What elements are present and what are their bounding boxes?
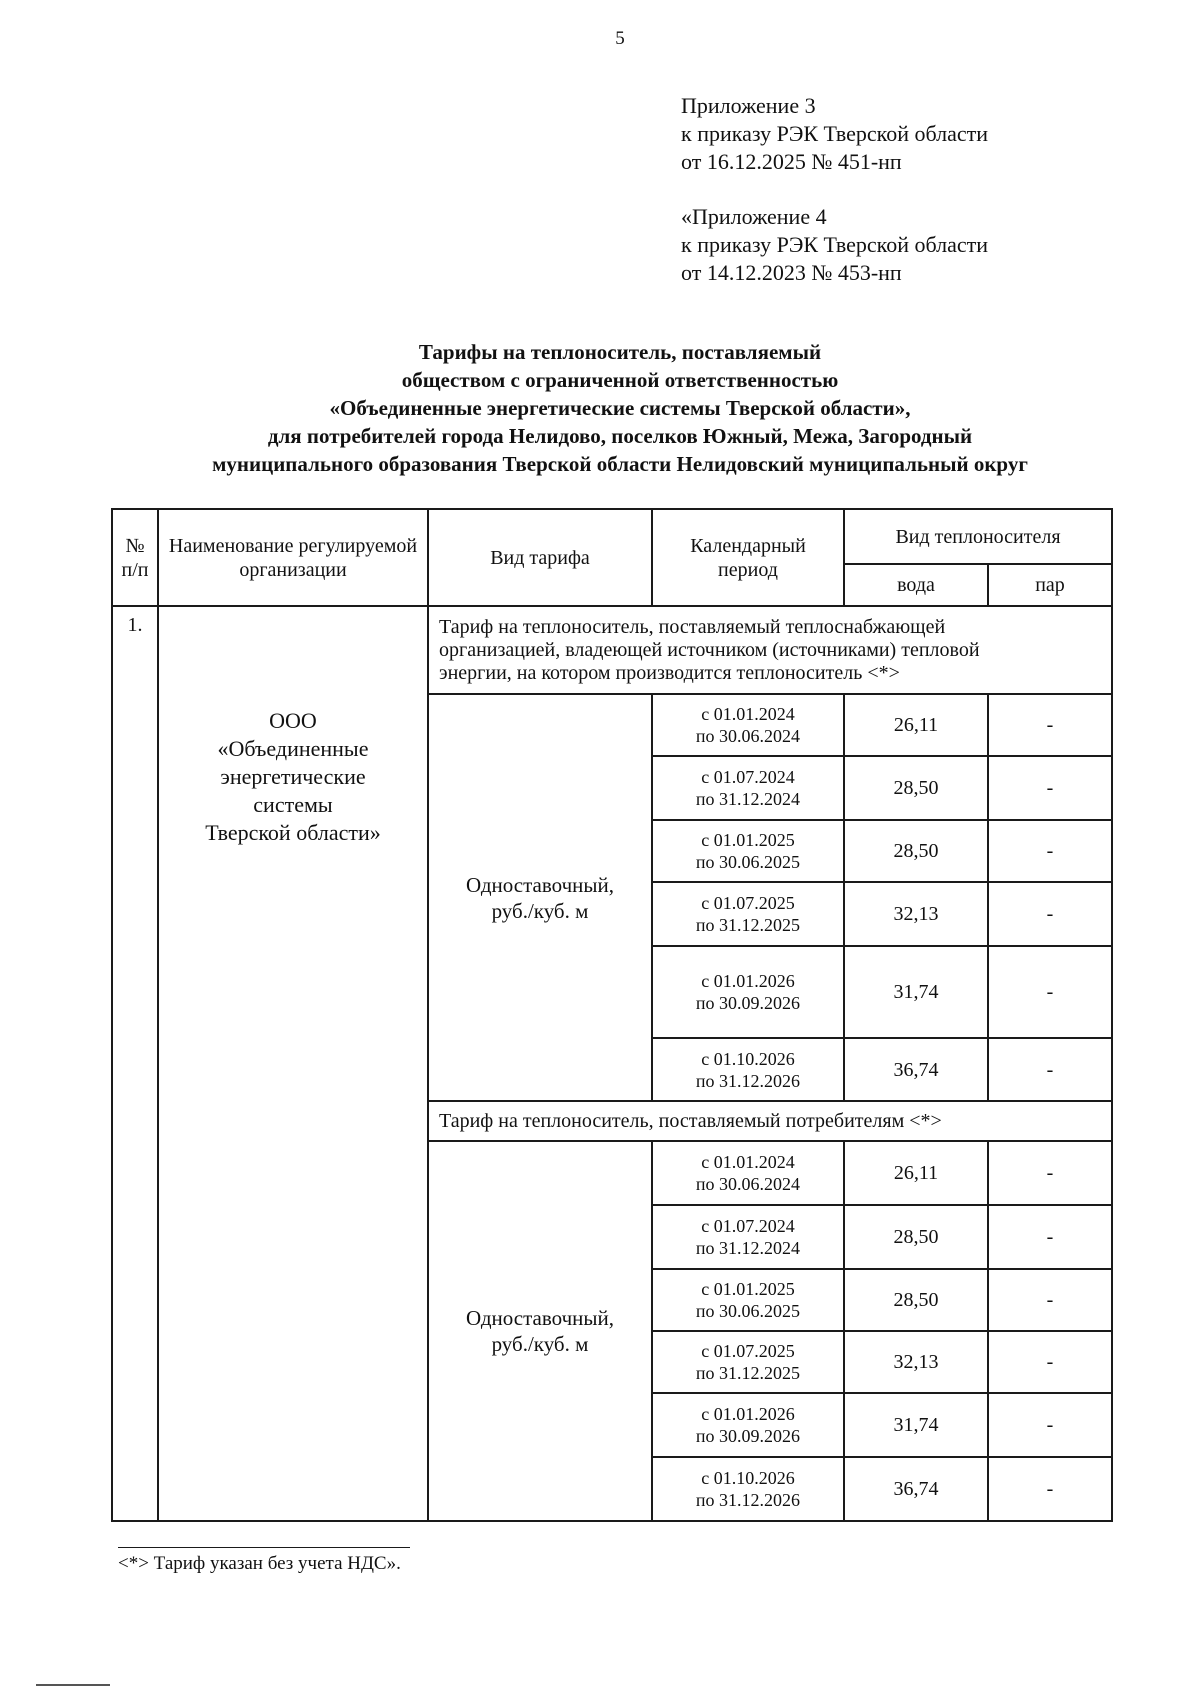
period-cell	[652, 1141, 844, 1205]
water-value: 31,74	[844, 1393, 988, 1457]
section-title-line2: организацией, владеющей источником (источниками) тепловой	[439, 638, 980, 661]
period-from: с 01.01.2024	[701, 1152, 795, 1172]
water-value: 26,11	[844, 694, 988, 756]
water-value: 28,50	[844, 1205, 988, 1269]
tariff-type-cell	[428, 694, 652, 1101]
period-from: с 01.01.2024	[701, 704, 795, 724]
organization-line5: Тверской области»	[205, 820, 381, 845]
steam-value: -	[988, 1141, 1112, 1205]
section-title-line1: Тариф на теплоноситель, поставляемый теплоснабжающей	[439, 615, 946, 638]
period-to: по 31.12.2024	[695, 1238, 801, 1258]
water-value: 26,11	[844, 1141, 988, 1205]
period-to: по 31.12.2025	[695, 1363, 801, 1383]
period-cell	[652, 1269, 844, 1331]
organization-line4: системы	[253, 792, 333, 817]
appendix-old-line3: от 14.12.2023 № 453-нп	[681, 260, 902, 285]
steam-value: -	[988, 946, 1112, 1038]
section-title: Тариф на теплоноситель, поставляемый потребителям <*>	[428, 1101, 1112, 1141]
header-carrier-type: Вид теплоносителя	[844, 509, 1112, 564]
footnote-divider	[118, 1547, 410, 1548]
water-value: 36,74	[844, 1038, 988, 1101]
page-number: 5	[615, 28, 625, 49]
period-to: по 30.09.2026	[695, 993, 801, 1013]
appendix-new-line3: от 16.12.2025 № 451-нп	[681, 149, 902, 174]
period-to: по 30.06.2025	[695, 852, 801, 872]
appendix-new-line2: к приказу РЭК Тверской области	[681, 121, 989, 146]
tariff-type-cell	[428, 1141, 652, 1521]
water-value: 28,50	[844, 756, 988, 820]
appendix-reference-old	[681, 203, 988, 287]
period-cell	[652, 1393, 844, 1457]
period-from: с 01.01.2026	[701, 1404, 795, 1424]
period-cell	[652, 820, 844, 882]
period-cell	[652, 756, 844, 820]
header-number: № п/п	[112, 509, 158, 606]
steam-value: -	[988, 694, 1112, 756]
appendix-old-line2: к приказу РЭК Тверской области	[681, 232, 989, 257]
tariff-type-line1: Одноставочный,	[465, 872, 615, 897]
period-to: по 30.06.2024	[695, 726, 801, 746]
steam-value: -	[988, 756, 1112, 820]
document-title	[100, 338, 1140, 478]
water-value: 32,13	[844, 1331, 988, 1393]
organization-line3: энергетические	[220, 764, 366, 789]
period-to: по 31.12.2026	[695, 1490, 801, 1510]
header-water: вода	[844, 564, 988, 606]
title-line5: муниципального образования Тверской области Нелидовский муниципальный округ	[212, 452, 1028, 476]
title-line3: «Объединенные энергетические системы Тверской области»,	[329, 396, 911, 420]
header-steam: пар	[988, 564, 1112, 606]
period-cell	[652, 1038, 844, 1101]
section-title-line3: энергии, на котором производится теплоноситель <*>	[439, 661, 900, 684]
scan-edge-mark	[36, 1684, 110, 1686]
title-line1: Тарифы на теплоноситель, поставляемый	[418, 340, 822, 364]
period-from: с 01.10.2026	[701, 1048, 795, 1069]
period-from: с 01.07.2025	[701, 893, 795, 913]
period-cell	[652, 694, 844, 756]
steam-value: -	[988, 1457, 1112, 1521]
steam-value: -	[988, 1205, 1112, 1269]
tariff-table	[111, 508, 1113, 1522]
water-value: 31,74	[844, 946, 988, 1038]
section-title-row	[112, 606, 1112, 694]
period-from: с 01.01.2025	[701, 830, 795, 850]
period-cell	[652, 946, 844, 1038]
tariff-type-line2: руб./куб. м	[491, 898, 589, 923]
row-number: 1.	[112, 606, 158, 1521]
title-line4: для потребителей города Нелидово, поселков Южный, Межа, Загородный	[267, 424, 973, 448]
water-value: 28,50	[844, 1269, 988, 1331]
tariff-type-line1: Одноставочный,	[465, 1306, 615, 1330]
header-period: Календарный период	[652, 509, 844, 606]
steam-value: -	[988, 1331, 1112, 1393]
section-title	[428, 606, 1112, 694]
water-value: 36,74	[844, 1457, 988, 1521]
period-cell	[652, 1205, 844, 1269]
tariff-type-line2: руб./куб. м	[491, 1332, 589, 1356]
steam-value: -	[988, 1038, 1112, 1101]
organization-line1: ООО	[269, 708, 317, 733]
header-tariff-type: Вид тарифа	[428, 509, 652, 606]
appendix-old-line1: «Приложение 4	[681, 204, 827, 229]
header-row	[112, 509, 1112, 564]
period-from: с 01.07.2024	[701, 1216, 795, 1236]
period-cell	[652, 1331, 844, 1393]
steam-value: -	[988, 1269, 1112, 1331]
footnote: <*> Тариф указан без учета НДС».	[118, 1553, 401, 1574]
period-to: по 31.12.2026	[695, 1070, 801, 1091]
period-to: по 30.06.2024	[695, 1174, 801, 1194]
header-organization: Наименование регулируемой организации	[158, 509, 428, 606]
period-from: с 01.01.2025	[701, 1279, 795, 1299]
period-cell	[652, 882, 844, 946]
period-from: с 01.07.2025	[701, 1341, 795, 1361]
period-from: с 01.01.2026	[701, 971, 795, 991]
period-to: по 31.12.2024	[695, 789, 801, 809]
steam-value: -	[988, 820, 1112, 882]
period-from: с 01.10.2026	[701, 1468, 795, 1488]
organization-name	[158, 606, 428, 1521]
period-to: по 31.12.2025	[695, 915, 801, 935]
organization-line2: «Объединенные	[217, 736, 369, 761]
steam-value: -	[988, 1393, 1112, 1457]
appendix-reference-new	[681, 92, 988, 176]
appendix-new-line1: Приложение 3	[681, 93, 816, 118]
period-to: по 30.06.2025	[695, 1301, 801, 1321]
water-value: 32,13	[844, 882, 988, 946]
water-value: 28,50	[844, 820, 988, 882]
period-cell	[652, 1457, 844, 1521]
period-from: с 01.07.2024	[701, 767, 795, 787]
steam-value: -	[988, 882, 1112, 946]
period-to: по 30.09.2026	[695, 1426, 801, 1446]
title-line2: обществом с ограниченной ответственностью	[401, 368, 839, 392]
